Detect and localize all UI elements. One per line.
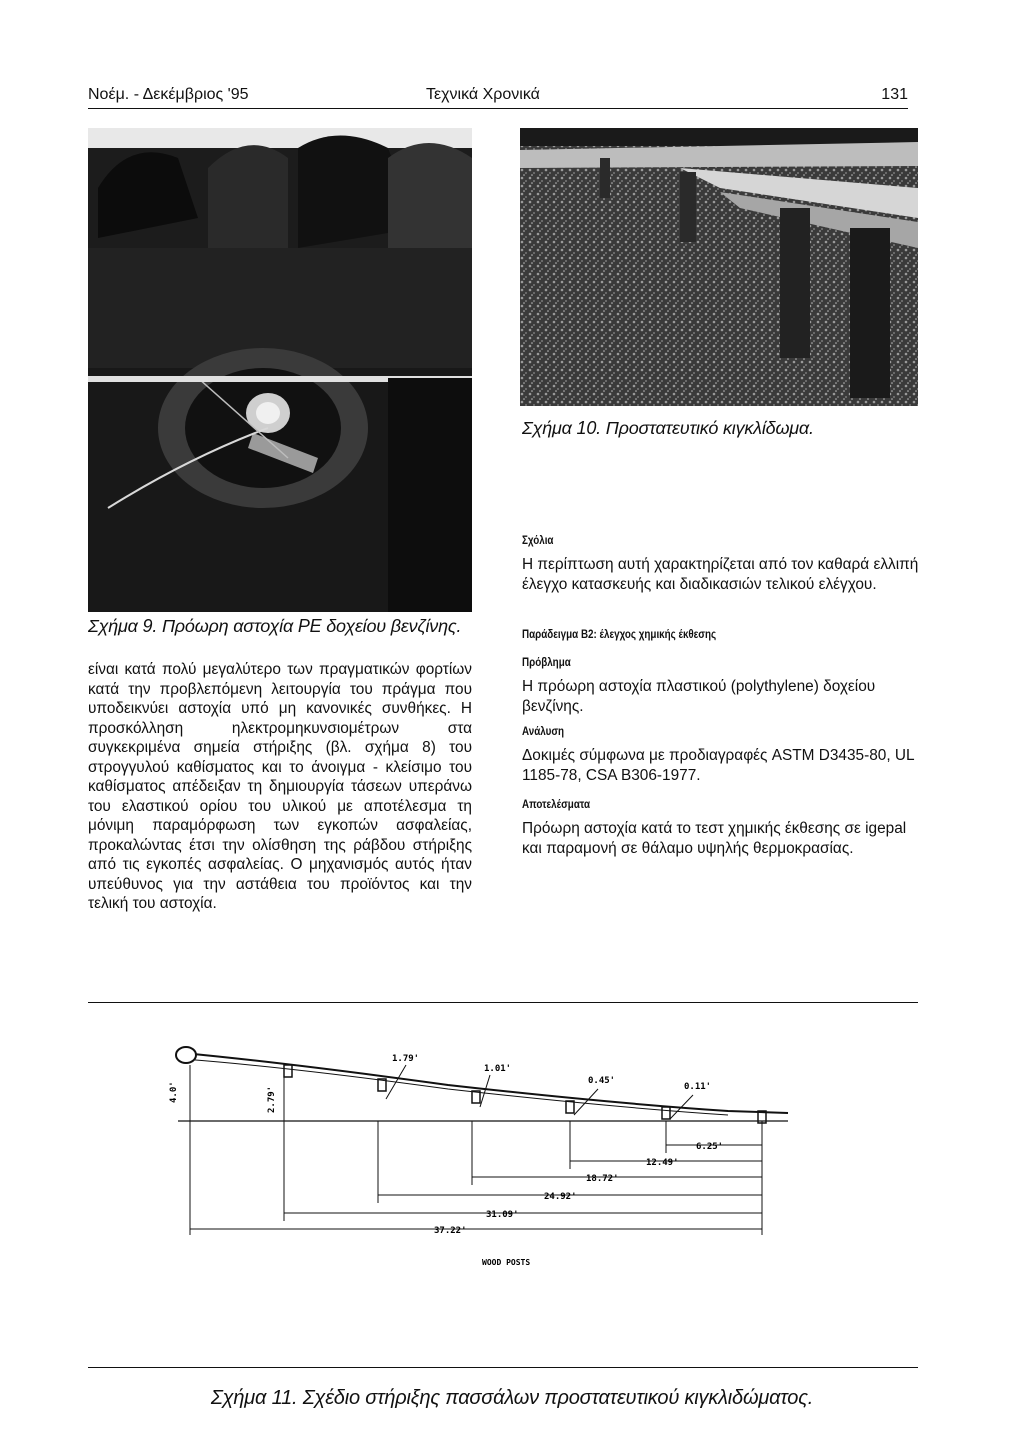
post: [662, 1107, 670, 1119]
analysis-heading: Ανάλυση: [522, 724, 565, 738]
figure-9-photo: [88, 128, 472, 612]
problem-heading: Πρόβλημα: [522, 655, 571, 669]
height-label: 0.11': [684, 1082, 712, 1092]
example-b2-heading: Παράδειγμα Β2: έλεγχος χημικής έκθεσης: [522, 627, 717, 641]
height-label: 2.79': [267, 1085, 277, 1113]
height-label: 1.01': [484, 1064, 512, 1074]
post: [284, 1065, 292, 1077]
problem-text: Η πρόωρη αστοχία πλαστικού (polythylene) δοχείου βενζίνης.: [522, 678, 876, 715]
distance-label: 31.09': [486, 1210, 519, 1220]
page-number: 131: [881, 86, 908, 103]
analysis-text: Δοκιμές σύμφωνα με προδιαγραφές ASTM D3435-80, UL 1185-78, CSA B306-1977.: [522, 747, 915, 784]
height-label: 4.0': [169, 1081, 179, 1103]
figure-11-caption: Σχήμα 11. Σχέδιο στήριξης πασσάλων προστατευτικού κιγκλιδώματος.: [210, 1387, 814, 1409]
left-column-paragraph: είναι κατά πολύ μεγαλύτερο των πραγματικών φορτίων κατά την προβλεπόμενη λειτουργία του πράγμα που υποδεικνύει αστοχία υπό μη κανονικές συνθήκες. Η προσκόλληση ηλεκτρομηκυνσιομέτρων στα συγκεκριμένα σημεία στήριξης (βλ. σχήμα 8) του στρογγυλού καθίσματος και το άνοιγμα - κλείσιμο του καθίσματος απέδειξαν τη δημιουργία τάσεων υπεράνω του ελαστικού ορίου του υλικού με αποτέλεσμα τη μόνιμη παραμόρφωση των εγκοπών ασφαλείας, προκαλώντας έτσι την ολίσθηση της ράβδου στήριξης από τις εγκοπές ασφαλείας. Ο μηχανισμός αυτός ήταν υπεύθυνος για την αστάθεια του προϊόντος και την τελική του αστοχία.: [88, 661, 472, 912]
comments-heading: Σχόλια: [522, 533, 554, 547]
height-label: 0.45': [588, 1076, 616, 1086]
results-heading: Αποτελέσματα: [522, 797, 591, 811]
distance-label: 37.22': [434, 1226, 467, 1236]
figure-11-diagram: [88, 1002, 918, 1368]
distance-label: 6.25': [696, 1142, 724, 1152]
header-journal-title: Τεχνικά Χρονικά: [426, 86, 540, 103]
figure-10-photo: [520, 128, 918, 406]
results-text: Πρόωρη αστοχία κατά το τεστ χημικής έκθεσης σε igepal και παραμονή σε θάλαμο υψηλής θερμοκρασίας.: [522, 820, 907, 857]
page-header: [88, 80, 908, 109]
distance-label: 18.72': [586, 1174, 619, 1184]
distance-label: 24.92': [544, 1192, 577, 1202]
post: [566, 1101, 574, 1113]
rail-end-terminal: [176, 1047, 196, 1063]
distance-label: 12.49': [646, 1158, 679, 1168]
figure-10-caption: Σχήμα 10. Προστατευτικό κιγκλίδωμα.: [522, 418, 814, 438]
comments-text: Η περίπτωση αυτή χαρακτηρίζεται από τον καθαρά ελλιπή έλεγχο κατασκευής και διαδικασιών τελικού ελέγχου.: [522, 556, 919, 593]
wood-posts-label: WOOD POSTS: [482, 1258, 531, 1267]
header-date: Νοέμ. - Δεκέμβριος '95: [88, 86, 249, 103]
figure-9-caption: Σχήμα 9. Πρόωρη αστοχία PE δοχείου βενζίνης.: [88, 616, 462, 636]
height-label: 1.79': [392, 1054, 420, 1064]
